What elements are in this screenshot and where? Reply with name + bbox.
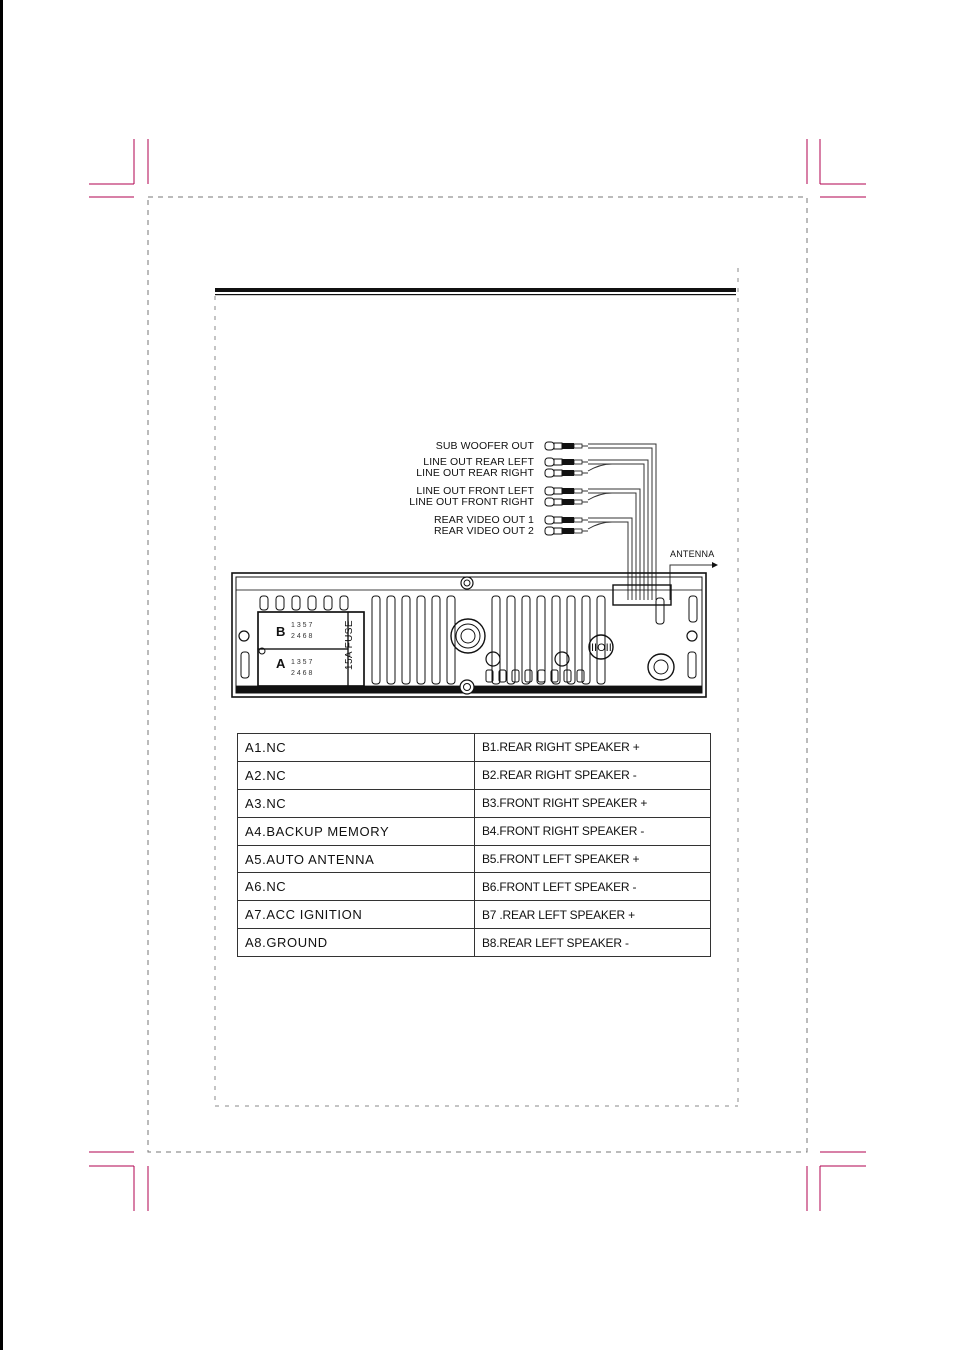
output-label-front-right: LINE OUT FRONT RIGHT [409, 496, 534, 508]
svg-text:2 4 6 8: 2 4 6 8 [291, 633, 313, 640]
pin-a-cell: A3.NC [238, 789, 475, 817]
svg-text:1 3 5 7: 1 3 5 7 [291, 622, 313, 629]
table-row [238, 734, 711, 762]
fin-short [324, 596, 332, 610]
fin [432, 596, 440, 684]
svg-text:1 3 5 7: 1 3 5 7 [291, 659, 313, 666]
svg-text:IIOII: IIOII [591, 642, 612, 654]
rca-plug [545, 458, 588, 466]
fin-short [308, 596, 316, 610]
table-row [238, 929, 711, 957]
connector-a-letter: A [276, 656, 286, 671]
pin-b-cell: B7 .REAR LEFT SPEAKER + [475, 901, 711, 929]
pin-b-cell: B8.REAR LEFT SPEAKER - [475, 929, 711, 957]
output-label-rear-right: LINE OUT REAR RIGHT [416, 467, 534, 479]
fin [387, 596, 395, 684]
pin-b-cell: B1.REAR RIGHT SPEAKER + [475, 734, 711, 762]
table-row [238, 873, 711, 901]
pin-a-cell: A4.BACKUP MEMORY [238, 817, 475, 845]
fin [402, 596, 410, 684]
table-row [238, 789, 711, 817]
table-row [238, 901, 711, 929]
output-label-rear-left: LINE OUT REAR LEFT [423, 456, 534, 468]
output-label-video-2: REAR VIDEO OUT 2 [433, 525, 534, 537]
rca-plug [545, 487, 588, 495]
rca-plug [545, 516, 588, 524]
fin-short [292, 596, 300, 610]
antenna-lead [670, 562, 718, 600]
fin [522, 596, 530, 684]
rca-plug [545, 442, 588, 450]
rca-plug [545, 469, 588, 477]
fin [417, 596, 425, 684]
fin-short [276, 596, 284, 610]
vent-slot [538, 670, 545, 682]
antenna-label: ANTENNA [670, 549, 715, 559]
pin-a-cell: A2.NC [238, 761, 475, 789]
pin-b-cell: B3.FRONT RIGHT SPEAKER + [475, 789, 711, 817]
fin [507, 596, 515, 684]
rca-plug [545, 498, 588, 506]
fuse-label: 15A FUSE [344, 620, 355, 670]
fin [552, 596, 560, 684]
output-label-subwoofer: SUB WOOFER OUT [435, 440, 534, 452]
pin-a-cell: A7.ACC IGNITION [238, 901, 475, 929]
pin-a-cell: A1.NC [238, 734, 475, 762]
vent-slot [577, 670, 584, 682]
pin-b-cell: B2.REAR RIGHT SPEAKER - [475, 761, 711, 789]
pin-b-cell: B5.FRONT LEFT SPEAKER + [475, 845, 711, 873]
fin-short [340, 596, 348, 610]
pin-b-cell: B4.FRONT RIGHT SPEAKER - [475, 817, 711, 845]
vent-slot [525, 670, 532, 682]
pin-a-cell: A6.NC [238, 873, 475, 901]
connector-b-letter: B [276, 624, 286, 639]
fin [597, 596, 605, 684]
fin [372, 596, 380, 684]
pin-b-cell: B6.FRONT LEFT SPEAKER - [475, 873, 711, 901]
output-label-video-1: REAR VIDEO OUT 1 [433, 514, 534, 526]
rca-plugs [545, 442, 588, 535]
table-row [238, 845, 711, 873]
output-label-front-left: LINE OUT FRONT LEFT [416, 485, 534, 497]
pin-a-cell: A8.GROUND [238, 929, 475, 957]
table-row [238, 817, 711, 845]
fin-short [260, 596, 268, 610]
table-row [238, 761, 711, 789]
pin-a-cell: A5.AUTO ANTENNA [238, 845, 475, 873]
rca-plug [545, 527, 588, 535]
pin-assignment-table [237, 733, 711, 957]
svg-text:2 4 6 8: 2 4 6 8 [291, 670, 313, 677]
